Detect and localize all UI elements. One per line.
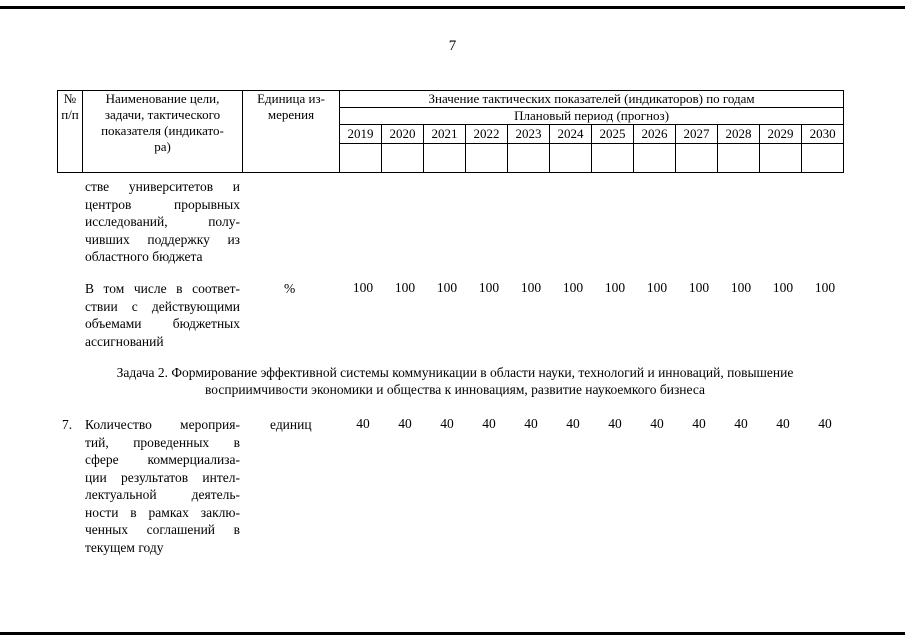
row-7-name-line: ности в рамках заклю- xyxy=(85,504,240,520)
page-number: 7 xyxy=(448,38,457,54)
row-7-value: 40 xyxy=(440,416,454,431)
row-7-value: 40 xyxy=(482,416,496,431)
header-year: 2027 xyxy=(676,125,718,144)
row-7-name-line: сфере коммерциализа- xyxy=(85,452,240,467)
row-7-value: 40 xyxy=(608,416,622,431)
header-year: 2026 xyxy=(634,125,676,144)
task-2-line: Задача 2. Формирование эффективной системы коммуникации в области науки, технологий и инноваций, повышение xyxy=(116,365,794,380)
header-name-line: задачи, тактического xyxy=(104,107,221,122)
continuation-line: центров прорывных xyxy=(85,196,240,212)
header-blank-cell xyxy=(340,144,382,173)
row-7-name-line: ченных соглашений в xyxy=(85,522,240,537)
row-including-name-line: ассигнований xyxy=(85,333,164,349)
continuation-line: исследований, полу- xyxy=(85,214,240,229)
row-including-value: 100 xyxy=(604,280,626,295)
row-including-value: 100 xyxy=(520,280,542,295)
row-including-value: 100 xyxy=(436,280,458,295)
row-7-value: 40 xyxy=(776,416,790,431)
row-including-value: 100 xyxy=(352,280,374,295)
header-blank-cell xyxy=(508,144,550,173)
bottom-border-line xyxy=(0,632,905,635)
row-7-name xyxy=(85,416,240,556)
header-unit-line: Единица из- xyxy=(257,91,325,106)
header-number-cell xyxy=(58,91,83,173)
row-7-value: 40 xyxy=(398,416,412,431)
header-name-line: Наименование цели, xyxy=(105,91,220,106)
header-number-line: № xyxy=(63,91,77,106)
row-7-name-line: лектуальной деятель- xyxy=(85,487,240,502)
row-including-value: 100 xyxy=(772,280,794,295)
row-7-name-line: ции результатов интел- xyxy=(85,469,240,485)
header-name-cell xyxy=(83,91,243,173)
header-year: 2019 xyxy=(340,125,382,144)
continuation-text xyxy=(85,178,240,266)
header-year: 2021 xyxy=(424,125,466,144)
header-period-title: Плановый период (прогноз) xyxy=(340,108,844,125)
header-blank-cell xyxy=(634,144,676,173)
header-number-line: п/п xyxy=(61,107,79,122)
header-year: 2028 xyxy=(718,125,760,144)
row-including-value: 100 xyxy=(394,280,416,295)
row-7-name-line: тий, проведенных в xyxy=(85,434,240,450)
row-including-value: 100 xyxy=(688,280,710,295)
header-blank-cell xyxy=(382,144,424,173)
header-year: 2029 xyxy=(760,125,802,144)
row-7-value: 40 xyxy=(734,416,748,431)
row-including-value: 100 xyxy=(562,280,584,295)
row-7-value: 40 xyxy=(356,416,370,431)
row-7-value: 40 xyxy=(650,416,664,431)
row-including-name xyxy=(85,280,240,350)
row-7-value: 40 xyxy=(524,416,538,431)
row-7-number: 7. xyxy=(62,417,73,432)
header-blank-cell xyxy=(550,144,592,173)
header-blank-cell xyxy=(676,144,718,173)
row-7-name-line: текущем году xyxy=(85,539,164,555)
row-7-unit: единиц xyxy=(270,417,312,432)
header-name-line: ра) xyxy=(154,139,171,154)
header-year: 2030 xyxy=(802,125,844,144)
row-including-value: 100 xyxy=(730,280,752,295)
row-including-name-line: В том числе в соответ- xyxy=(85,281,240,296)
top-border-line xyxy=(0,6,905,9)
header-blank-cell xyxy=(802,144,844,173)
row-including-unit: % xyxy=(284,281,296,296)
header-year: 2020 xyxy=(382,125,424,144)
header-unit-cell xyxy=(243,91,340,173)
header-year: 2024 xyxy=(550,125,592,144)
row-including-name-line: ствии с действующими xyxy=(85,298,240,314)
header-year: 2023 xyxy=(508,125,550,144)
row-7-value: 40 xyxy=(692,416,706,431)
continuation-line: стве университетов и xyxy=(85,179,240,194)
header-blank-cell xyxy=(424,144,466,173)
task-2-line: восприимчивости экономики и общества к инновациям, развитие наукоемкого бизнеса xyxy=(204,382,705,397)
row-including-name-line: объемами бюджетных xyxy=(85,316,240,331)
header-year: 2022 xyxy=(466,125,508,144)
continuation-line: чивших поддержку из xyxy=(85,231,240,247)
row-including-value: 100 xyxy=(478,280,500,295)
header-year: 2025 xyxy=(592,125,634,144)
header-blank-cell xyxy=(466,144,508,173)
header-blank-cell xyxy=(592,144,634,173)
indicators-table-header xyxy=(57,90,844,173)
header-blank-cell xyxy=(760,144,802,173)
header-unit-line: мерения xyxy=(267,107,315,122)
row-7-value: 40 xyxy=(818,416,832,431)
header-values-title: Значение тактических показателей (индикаторов) по годам xyxy=(340,91,844,108)
task-2-heading xyxy=(55,364,855,398)
header-name-line: показателя (индикато- xyxy=(101,123,224,138)
row-including-value: 100 xyxy=(646,280,668,295)
continuation-line: областного бюджета xyxy=(85,249,203,264)
row-including-value: 100 xyxy=(814,280,836,295)
header-blank-cell xyxy=(718,144,760,173)
row-7-value: 40 xyxy=(566,416,580,431)
row-7-name-line: Количество мероприя- xyxy=(85,417,240,432)
